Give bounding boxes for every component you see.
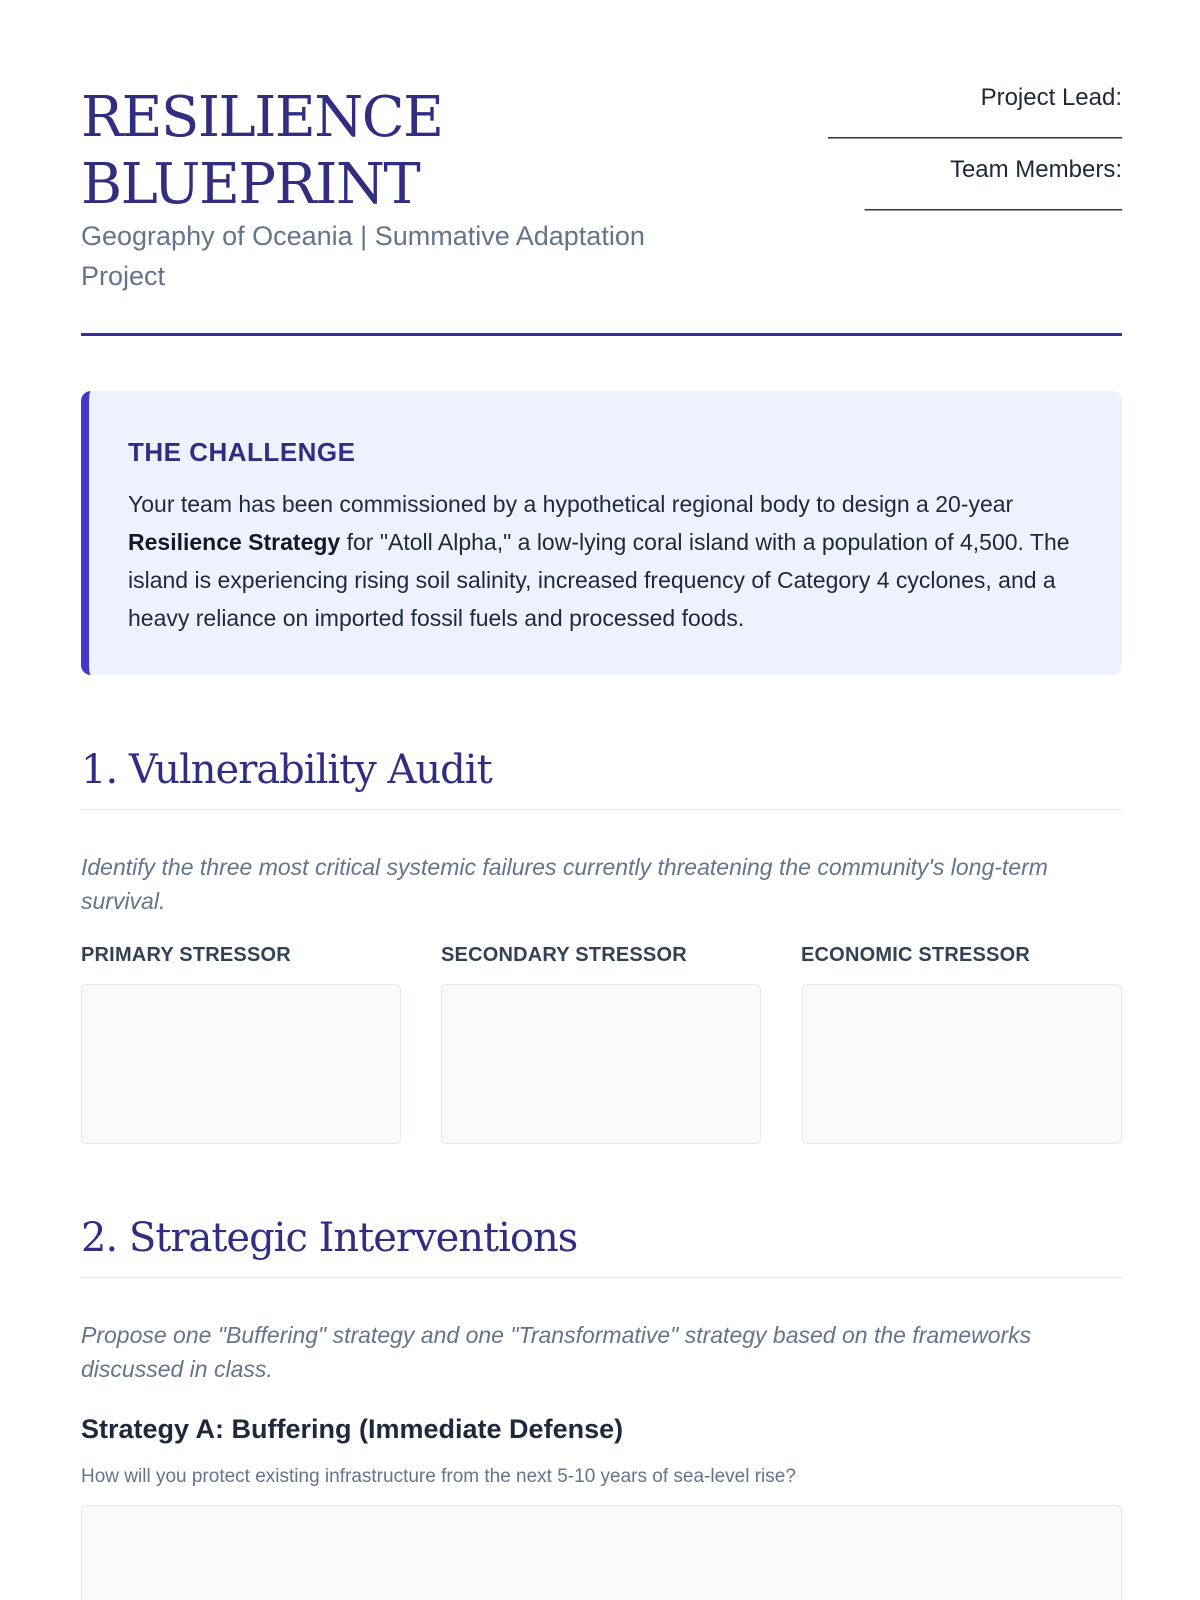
challenge-text-start: Your team has been commissioned by a hypothetical regional body to design a 20-year xyxy=(128,491,1014,517)
project-meta xyxy=(792,84,1122,228)
worksheet-page xyxy=(81,0,1122,1600)
header-divider xyxy=(81,333,1122,336)
section-2-instructions: Propose one "Buffering" strategy and one "Transformative" strategy based on the frameworks discussed in class. xyxy=(81,1322,1032,1382)
challenge-text xyxy=(128,485,1088,637)
title-line-2: BLUEPRINT xyxy=(81,152,420,217)
page-title xyxy=(81,84,681,218)
strategy-a-title: Strategy A: Buffering (Immediate Defense) xyxy=(81,1414,624,1444)
strategy-a-input[interactable] xyxy=(81,1505,1122,1600)
project-lead-label: Project Lead: xyxy=(980,84,1122,111)
primary-stressor-input[interactable] xyxy=(81,984,401,1144)
section-1-divider xyxy=(81,809,1122,810)
challenge-title: THE CHALLENGE xyxy=(128,437,356,467)
challenge-text-end: for "Atoll Alpha," a low-lying coral island with a population of 4,500. The island is experiencing rising soil salinity, increased frequency of Category 4 cyclones, and a heavy reliance on imported fossil fuels and processed foods. xyxy=(128,529,1070,631)
section-1-title: 1. Vulnerability Audit xyxy=(81,747,492,793)
team-members-field[interactable]: _____________________ xyxy=(865,186,1122,211)
economic-stressor-label: ECONOMIC STRESSOR xyxy=(801,944,1030,966)
title-line-1: RESILIENCE xyxy=(81,85,443,150)
section-1-instructions: Identify the three most critical systemic failures currently threatening the community's long-term survival. xyxy=(81,854,1048,914)
challenge-text-bold: Resilience Strategy xyxy=(128,529,341,555)
header xyxy=(81,84,1122,300)
team-members-label: Team Members: xyxy=(949,156,1122,183)
challenge-callout xyxy=(81,391,1122,675)
strategy-a-prompt: How will you protect existing infrastructure from the next 5-10 years of sea-level rise? xyxy=(81,1466,796,1487)
project-lead-field[interactable]: ________________________ xyxy=(828,114,1122,139)
secondary-stressor-label: SECONDARY STRESSOR xyxy=(441,944,687,966)
section-2-divider xyxy=(81,1277,1122,1278)
page-subtitle: Geography of Oceania | Summative Adaptation Project xyxy=(81,221,645,291)
primary-stressor-label: PRIMARY STRESSOR xyxy=(81,944,291,966)
secondary-stressor-input[interactable] xyxy=(441,984,761,1144)
economic-stressor-input[interactable] xyxy=(802,984,1122,1144)
section-2-title: 2. Strategic Interventions xyxy=(81,1215,578,1261)
